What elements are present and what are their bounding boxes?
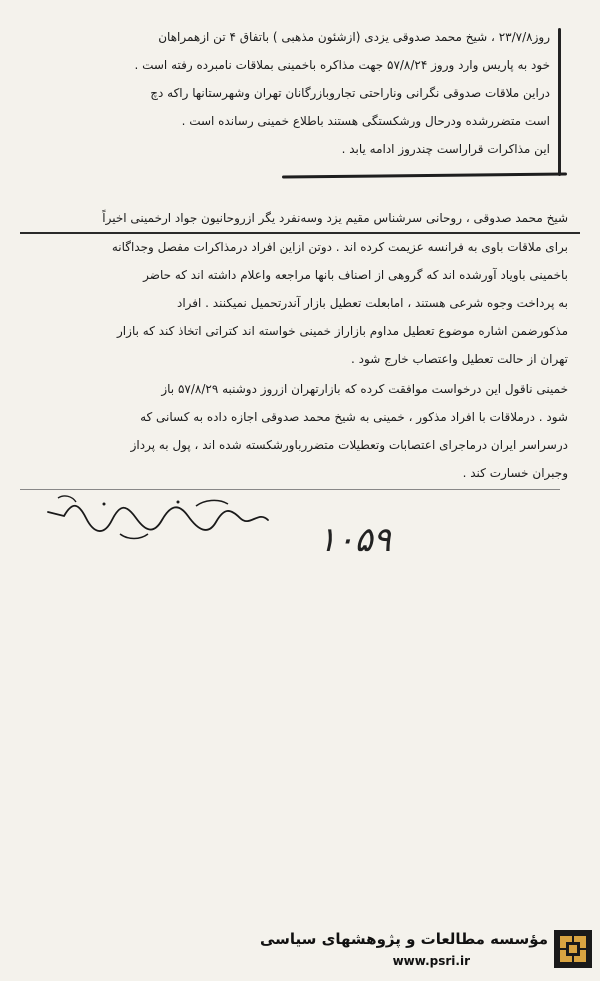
institute-name: مؤسسه مطالعات و پژوهشهای سیاسی bbox=[259, 930, 548, 948]
handwritten-signature bbox=[28, 490, 278, 545]
section-2-heading: شیخ محمد صدوقی ، روحانی سرشناس مقیم یزد وسه‌نفرد یگر ازروحانیون جواد ارخمینی اخیراً bbox=[102, 211, 568, 225]
institute-footer bbox=[259, 924, 600, 974]
section-2-line: وجبران خسارت کند . bbox=[462, 466, 568, 480]
section-2-line: باخمینی باویاد آورشده اند که گروهی از اصناف بانها مراجعه واعلام داشته اند که حاضر bbox=[143, 268, 568, 282]
section-2-line: تهران از حالت تعطیل واعتصاب خارج شود . bbox=[351, 352, 568, 366]
institute-url[interactable]: www.psri.ir bbox=[392, 954, 470, 968]
section-2-line: به پرداخت وجوه شرعی هستند ، امابعلت تعطیل بازار آندرتحمیل نمیکنند . افراد bbox=[176, 296, 568, 310]
section-1-line: این مذاکرات قراراست چندروز ادامه یابد . bbox=[341, 142, 550, 156]
section-2-line: مذکورضمن اشاره موضوع تعطیل مداوم بازاراز خمینی خواسته اند کتراتی اتخاذ کند که بازار bbox=[117, 324, 568, 338]
heading-rule bbox=[20, 232, 580, 234]
section-1-line: روز۲۳/۷/۸ ، شیخ محمد صدوقی یزدی (ازشئون مذهبی ) باتفاق ۴ تن ازهمراهان bbox=[158, 30, 550, 44]
section-2-line: برای ملاقات باوی به فرانسه عزیمت کرده اند . دوتن ازاین افراد درمذاکرات مفصل وجداگانه bbox=[111, 240, 568, 254]
section-1-line: است متضررشده ودرحال ورشکستگی هستند باطلاع خمینی رسانده است . bbox=[181, 114, 550, 128]
margin-bracket-line bbox=[558, 28, 561, 176]
section-2-line: شود . درملاقات با افراد مذکور ، خمینی به شیخ محمد صدوقی اجازه داده به کسانی که bbox=[140, 410, 568, 424]
section-2-line: خمینی ناقول این درخواست موافقت کرده که بازارتهران ازروز دوشنبه ۵۷/۸/۲۹ باز bbox=[161, 382, 568, 396]
handwritten-underline bbox=[282, 173, 567, 179]
document-number: ۱۰۵۹ bbox=[318, 520, 392, 560]
psri-logo-icon bbox=[554, 930, 592, 968]
section-2-line: درسراسر ایران درماجرای اعتصابات وتعطیلات متضررباورشکسته شده اند ، پول به پرداز bbox=[130, 438, 568, 452]
section-1-line: خود به پاریس وارد وروز ۵۷/۸/۲۴ جهت مذاکره باخمینی بملاقات نامبرده رفته است . bbox=[134, 58, 550, 72]
section-1-line: دراین ملاقات صدوقی نگرانی وناراحتی تجاروبازرگانان تهران وشهرستانها راکه دچ bbox=[150, 86, 550, 100]
